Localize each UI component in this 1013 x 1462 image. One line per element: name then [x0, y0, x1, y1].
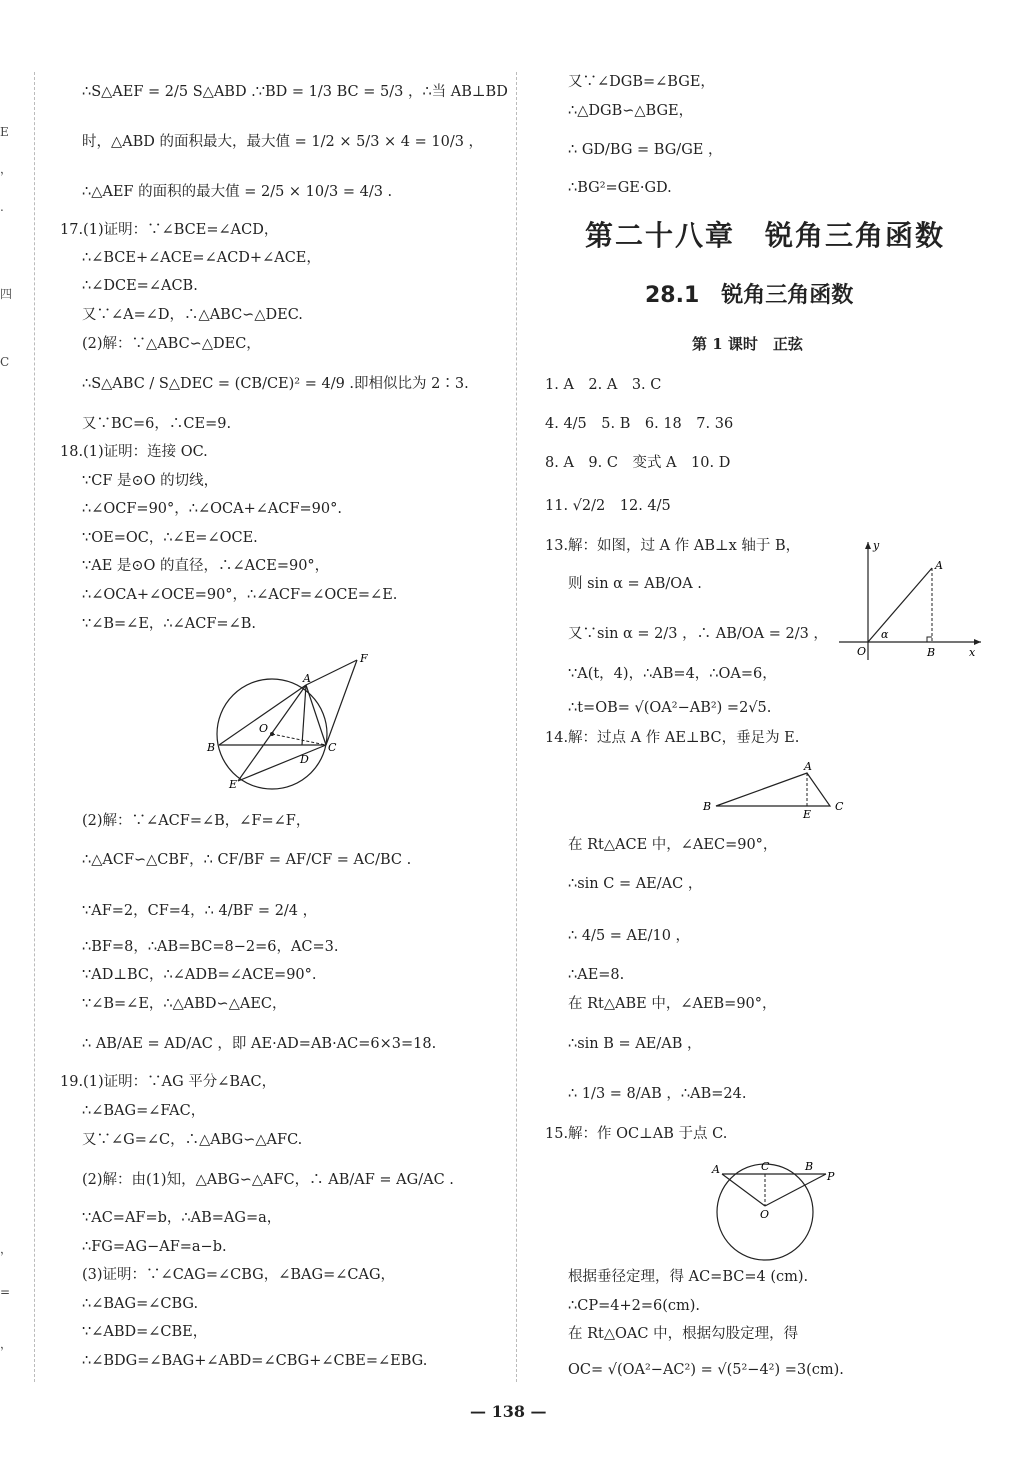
- problem-14-heading: 14.解：过点 A 作 AE⊥BC，垂足为 E.: [545, 730, 800, 746]
- label-A: A: [303, 672, 311, 685]
- text-line: ∴FG=AG−AF=a−b.: [82, 1239, 227, 1255]
- lesson-title: 第 1 课时 正弦: [692, 335, 803, 353]
- text-line: 在 Rt△ACE 中，∠AEC=90°，: [568, 837, 778, 853]
- label-F: F: [360, 652, 368, 665]
- text-line: 又∵BC=6，∴CE=9.: [82, 416, 232, 432]
- chord-circle-figure: [706, 1154, 842, 1264]
- text-line: ∴∠BDG=∠BAG+∠ABD=∠CBG+∠CBE=∠EBG.: [82, 1353, 428, 1369]
- problem-19-heading: 19.(1)证明：∵AG 平分∠BAC，: [60, 1074, 277, 1090]
- text-line: ∴BF=8，∴AB=BC=8−2=6，AC=3.: [82, 939, 339, 955]
- edge-mark: ，: [0, 1242, 13, 1256]
- text-line: ∵∠ABD=∠CBE，: [82, 1324, 208, 1340]
- text-line: ∴ GD/BG = BG/GE ，: [568, 142, 723, 158]
- text-line: 又∵∠G=∠C，∴△ABG∽△AFC.: [82, 1132, 303, 1148]
- section-title: 28.1 锐角三角函数: [645, 283, 854, 308]
- answer-line: 1. A 2. A 3. C: [545, 377, 662, 393]
- text-line: ∴ 1/3 = 8/AB ，∴AB=24.: [568, 1086, 747, 1102]
- text-line: ∴△AEF 的面积的最大值 = 2/5 × 10/3 = 4/3 .: [82, 184, 393, 200]
- triangle-figure: [700, 758, 850, 820]
- label-O: O: [857, 645, 867, 658]
- label-C: C: [328, 741, 337, 754]
- text-line: ∴sin B = AE/AB ，: [568, 1036, 702, 1052]
- edge-mark: .: [0, 200, 4, 214]
- label-A: A: [712, 1163, 720, 1176]
- text-line: ∴S△ABC / S△DEC = (CB/CE)² = 4/9 .即相似比为 2∶3.: [82, 376, 469, 392]
- text-line: 在 Rt△OAC 中，根据勾股定理，得: [568, 1326, 799, 1342]
- text-line: ∴ 4/5 = AE/10 ，: [568, 928, 691, 944]
- text-line: 时，△ABD 的面积最大，最大值 = 1/2 × 5/3 × 4 = 10/3 ，: [82, 134, 484, 150]
- text-line: ∴△ACF∽△CBF，∴ CF/BF = AF/CF = AC/BC .: [82, 852, 412, 868]
- circle-tangent-figure: [195, 648, 385, 798]
- text-line: (2)解：∵∠ACF=∠B，∠F=∠F，: [82, 813, 311, 829]
- text-line: ∵CF 是⊙O 的切线，: [82, 473, 219, 489]
- answer-line: 11. √2/2 12. 4/5: [545, 498, 671, 514]
- label-alpha: α: [881, 628, 889, 641]
- label-B: B: [207, 741, 216, 754]
- problem-17-heading: 17.(1)证明：∵∠BCE=∠ACD，: [60, 222, 279, 238]
- text-line: ∴ AB/AE = AD/AC ，即 AE·AD=AB·AC=6×3=18.: [82, 1036, 437, 1052]
- text-line: ∴△DGB∽△BGE，: [568, 103, 694, 119]
- text-line: ∴∠BCE+∠ACE=∠ACD+∠ACE，: [82, 250, 321, 266]
- text-line: ∵OE=OC，∴∠E=∠OCE.: [82, 530, 258, 546]
- text-line: ∴CP=4+2=6(cm).: [568, 1298, 700, 1314]
- text-line: (2)解：由(1)知，△ABG∽△AFC，∴ AB/AF = AG/AC .: [82, 1172, 454, 1188]
- answer-line: 4. 4/5 5. B 6. 18 7. 36: [545, 416, 734, 432]
- text-line: OC= √(OA²−AC²) = √(5²−4²) =3(cm).: [568, 1362, 844, 1378]
- text-line: ∴∠BAG=∠FAC，: [82, 1103, 206, 1119]
- problem-18-heading: 18.(1)证明：连接 OC.: [60, 444, 208, 460]
- chapter-title: 第二十八章 锐角三角函数: [585, 219, 946, 252]
- text-line: ∴∠OCA+∠OCE=90°，∴∠ACF=∠OCE=∠E.: [82, 587, 398, 603]
- text-line: ∵AD⊥BC，∴∠ADB=∠ACE=90°.: [82, 967, 317, 983]
- text-line: ∴∠DCE=∠ACB.: [82, 278, 198, 294]
- label-C: C: [835, 800, 844, 813]
- text-line: ∵AE 是⊙O 的直径，∴∠ACE=90°，: [82, 558, 330, 574]
- label-D: D: [300, 753, 309, 766]
- column-divider: [516, 72, 518, 1382]
- edge-mark: =: [0, 1285, 11, 1299]
- edge-mark: ，: [0, 162, 13, 176]
- text-line: 则 sin α = AB/OA .: [568, 576, 702, 592]
- text-line: 根据垂径定理，得 AC=BC=4 (cm).: [568, 1269, 809, 1285]
- problem-13-heading: 13.解：如图，过 A 作 AB⊥x 轴于 B，: [545, 538, 801, 554]
- label-E: E: [803, 808, 812, 820]
- edge-mark: 四: [0, 287, 13, 301]
- text-line: 又∵∠DGB=∠BGE，: [568, 74, 715, 90]
- label-B: B: [927, 646, 936, 659]
- text-line: ∴t=OB= √(OA²−AB²) =2√5.: [568, 700, 772, 716]
- label-C: C: [761, 1160, 770, 1173]
- label-O: O: [259, 722, 269, 735]
- text-line: ∴BG²=GE·GD.: [568, 180, 672, 196]
- page-number: — 138 —: [470, 1402, 547, 1421]
- text-line: ∵A(t，4)，∴AB=4，∴OA=6，: [568, 666, 777, 682]
- text-line: ∴∠OCF=90°，∴∠OCA+∠ACF=90°.: [82, 501, 342, 517]
- edge-mark: C: [0, 355, 10, 369]
- text-line: (3)证明：∵∠CAG=∠CBG，∠BAG=∠CAG，: [82, 1267, 396, 1283]
- label-O: O: [760, 1208, 770, 1221]
- text-line: ∵∠B=∠E，∴△ABD∽△AEC，: [82, 996, 287, 1012]
- text-line: ∴sin C = AE/AC ，: [568, 876, 703, 892]
- text-line: ∵AF=2，CF=4，∴ 4/BF = 2/4 ，: [82, 903, 318, 919]
- text-line: 又∵∠A=∠D，∴△ABC∽△DEC.: [82, 307, 303, 323]
- label-A: A: [804, 760, 812, 773]
- edge-mark: ，: [0, 1337, 13, 1351]
- text-line: ∴AE=8.: [568, 967, 625, 983]
- left-page-rule: [34, 72, 36, 1382]
- label-B: B: [805, 1160, 814, 1173]
- label-P: P: [827, 1170, 835, 1183]
- label-E: E: [229, 778, 238, 791]
- text-line: ∵AC=AF=b，∴AB=AG=a，: [82, 1210, 282, 1226]
- text-line: 在 Rt△ABE 中，∠AEB=90°，: [568, 996, 777, 1012]
- label-A: A: [935, 559, 943, 572]
- text-line: ∴S△AEF = 2/5 S△ABD .∵BD = 1/3 BC = 5/3 ，∴当 AB⊥BD: [82, 84, 508, 100]
- label-y: y: [873, 539, 880, 552]
- problem-15-heading: 15.解：作 OC⊥AB 于点 C.: [545, 1126, 728, 1142]
- text-line: ∵∠B=∠E，∴∠ACF=∠B.: [82, 616, 256, 632]
- answer-line: 8. A 9. C 变式 A 10. D: [545, 455, 731, 471]
- label-x: x: [969, 646, 976, 659]
- edge-mark: E: [0, 125, 9, 139]
- coordinate-figure: [835, 538, 985, 663]
- label-B: B: [703, 800, 712, 813]
- text-line: 又∵sin α = 2/3 ，∴ AB/OA = 2/3 ，: [568, 626, 828, 642]
- text-line: (2)解：∵△ABC∽△DEC，: [82, 336, 261, 352]
- text-line: ∴∠BAG=∠CBG.: [82, 1296, 199, 1312]
